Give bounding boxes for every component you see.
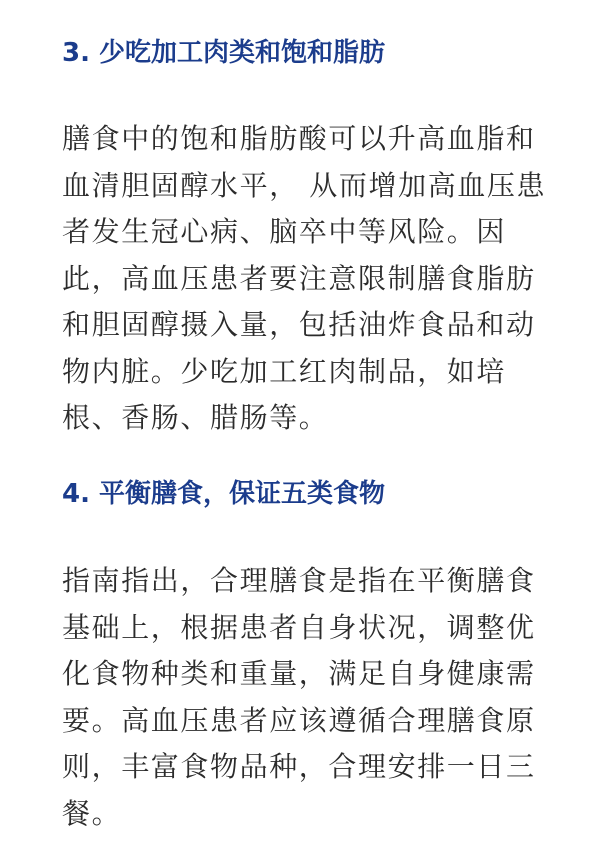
paragraph-line: 化食物种类和重量，满足自身健康需 bbox=[62, 657, 536, 690]
paragraph-line: 餐。 bbox=[62, 796, 122, 830]
paragraph-line: 指南指出，合理膳食是指在平衡膳食 bbox=[62, 564, 536, 597]
section-paragraph-4 bbox=[62, 558, 542, 837]
paragraph-line: 血清胆固醇水平， 从而增加高血压患 bbox=[62, 168, 547, 202]
paragraph-line: 者发生冠心病、脑卒中等风险。因 bbox=[62, 215, 507, 248]
section-paragraph-3 bbox=[62, 116, 547, 442]
paragraph-line: 此，高血压患者要注意限制膳食脂肪 bbox=[62, 261, 536, 295]
paragraph-line: 膳食中的饱和脂肪酸可以升高血脂和 bbox=[62, 122, 536, 155]
section-heading-4: 4. 平衡膳食，保证五类食物 bbox=[62, 479, 386, 509]
paragraph-line: 基础上，根据患者自身状况，调整优 bbox=[62, 610, 536, 644]
paragraph-line: 要。高血压患者应该遵循合理膳食原 bbox=[62, 703, 536, 737]
paragraph-line: 根、香肠、腊肠等。 bbox=[62, 401, 329, 434]
paragraph-line: 和胆固醇摄入量，包括油炸食品和动 bbox=[62, 308, 536, 341]
paragraph-line: 物内脏。少吃加工红肉制品，如培 bbox=[62, 354, 507, 388]
paragraph-line: 则，丰富食物品种，合理安排一日三 bbox=[62, 750, 536, 783]
section-heading-3: 3. 少吃加工肉类和饱和脂肪 bbox=[62, 38, 386, 68]
